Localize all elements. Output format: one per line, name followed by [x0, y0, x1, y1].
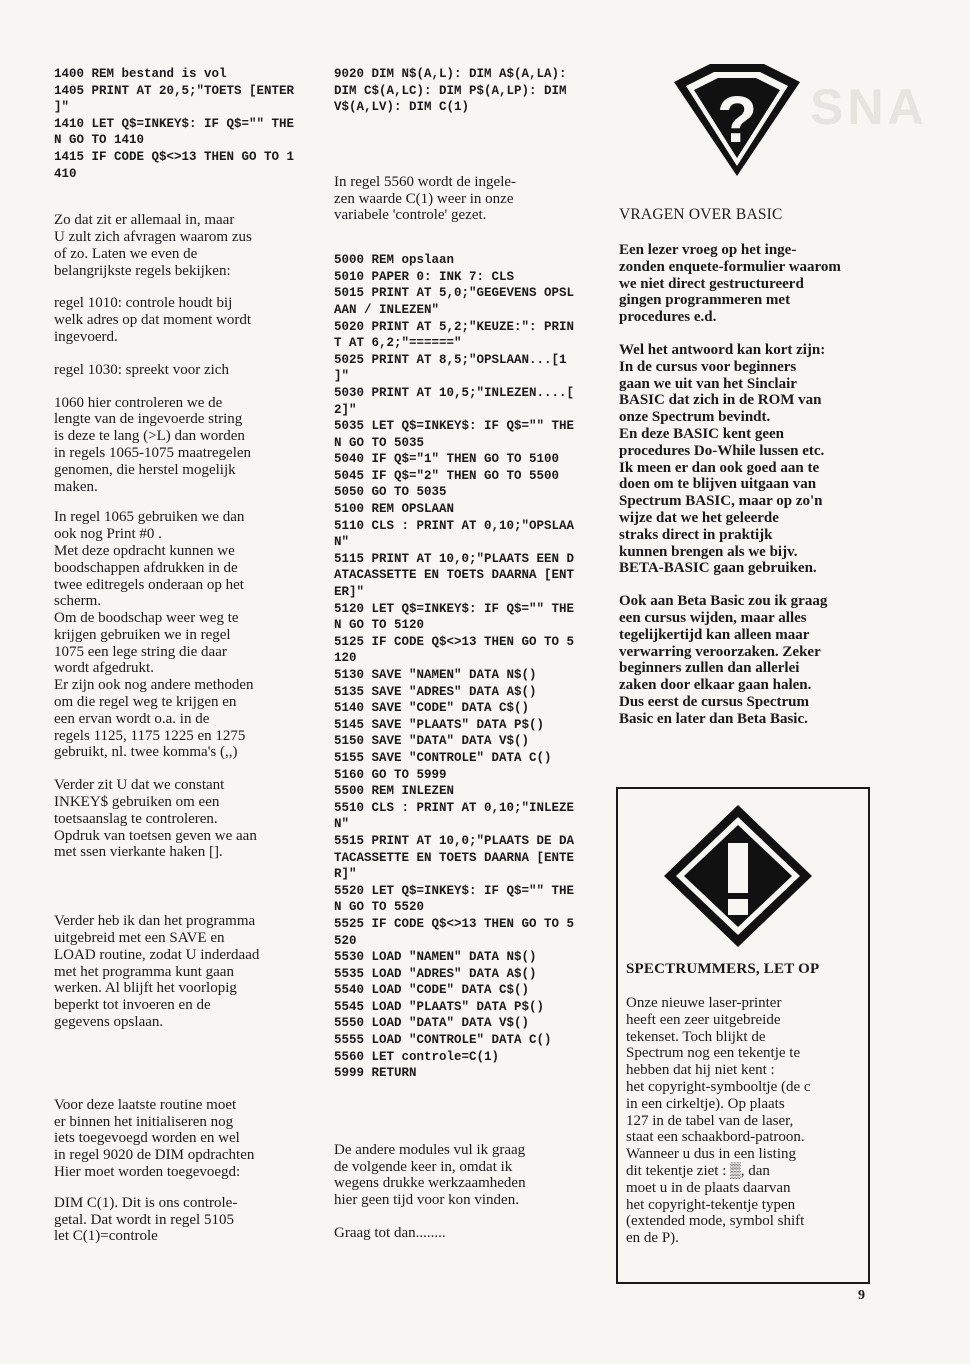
- left-column: [54, 66, 324, 1245]
- paragraph-regel-1030: regel 1030: spreekt voor zich: [54, 361, 229, 378]
- bleed-through-heading: SNA: [810, 79, 928, 135]
- paragraph-antwoord: Wel het antwoord kan kort zijn: In de cursus voor beginners gaan we uit van het Sinclair BASIC dat zich in de ROM van onze Spectrum bevindt. En deze BASIC kent geen procedures Do-While lussen etc. Ik meen er dan ook goed aan te doen om te blijven uitgaan van Spectrum BASIC, maar op zo'n wijze dat we het geleerde straks direct in praktijk kunnen brengen als we bijv. BETA-BASIC gaan gebruiken.: [619, 341, 826, 577]
- question-mark-diamond-icon: [672, 62, 802, 180]
- paragraph-beta-basic: Ook aan Beta Basic zou ik graag een cursus wijden, maar alles tegelijkertijd kan alleen maar verwarring veroorzaken. Zeker beginners zullen dan allerlei zaken door elkaar gaan halen. Dus eerst de cursus Spectrum Basic en later dan Beta Basic.: [619, 593, 828, 727]
- paragraph-inkey: Verder zit U dat we constant INKEY$ gebruiken om een toetsaanslag te controleren. Opdruk van toetsen geven we aan met ssen vierkante haken [].: [54, 777, 257, 861]
- code-listing-9020: 9020 DIM N$(A,L): DIM A$(A,LA): DIM C$(A,LC): DIM P$(A,LP): DIM V$(A,LV): DIM C(1): [334, 67, 567, 115]
- paragraph-initialiseren: Voor deze laatste routine moet er binnen het initialiseren nog iets toegevoegd worden en wel in regel 9020 de DIM opdrachten Hier moet worden toegevoegd:: [54, 1096, 255, 1181]
- paragraph-regel-1065: In regel 1065 gebruiken we dan ook nog Print #0 . Met deze opdracht kunnen we boodschappen afdrukken in de twee editregels onderaan op het scherm. Om de boodschap weer weg te krijgen gebruiken we in regel 1075 een lege string die daar wordt afgedrukt. Er zijn ook nog andere methoden om die regel weg te krijgen en een ervan wordt o.a. in de regels 1125, 1175 1225 en 1275 gebruikt, nl. twee komma's (,,): [54, 509, 254, 761]
- paragraph-lezer-vroeg: Een lezer vroeg op het inge- zonden enquete-formulier waarom we niet direct gestructureerd gingen programmeren met procedures e.d.: [619, 242, 841, 326]
- paragraph-regel-5560: In regel 5560 wordt de ingele- zen waarde C(1) weer in onze variabele 'controle' gezet.: [334, 173, 517, 224]
- code-listing-1400: 1400 REM bestand is vol 1405 PRINT AT 20,5;"TOETS [ENTER ]" 1410 LET Q$=INKEY$: IF Q$="" THE N GO TO 1410 1415 IF CODE Q$<>13 THEN GO TO 1 410: [54, 67, 295, 181]
- notice-text: Onze nieuwe laser-printer heeft een zeer uitgebreide tekenset. Toch blijkt de Spectrum nog een tekentje te hebben dat hij niet kent : het copyright-symbooltje (de c in een cirkeltje). Op plaats 127 in de tabel van de laser, staat een schaakbord-patroon. Wanneer u dus in een listing dit tekentje ziet : ▒, dan moet u in de plaats daarvan het copyright-tekentje typen (extended mode, symbol shift en de P).: [626, 995, 811, 1247]
- exclamation-diamond-icon: [662, 803, 814, 949]
- paragraph-andere-modules: De andere modules vul ik graag de volgende keer in, omdat ik wegens drukke werkzaamheden hier geen tijd voor kon vinden.: [334, 1141, 526, 1209]
- svg-text:?: ?: [716, 82, 758, 156]
- heading-spectrummers-let-op: SPECTRUMMERS, LET OP: [626, 961, 820, 977]
- paragraph-1060: 1060 hier controleren we de lengte van de ingevoerde string is deze te lang (>L) dan worden in regels 1065-1075 maatregelen genomen, die herstel mogelijk maken.: [54, 394, 252, 495]
- right-column: [619, 206, 894, 728]
- heading-vragen-over-basic: VRAGEN OVER BASIC: [619, 206, 783, 223]
- paragraph-graag-tot-dan: Graag tot dan........: [334, 1225, 446, 1242]
- paragraph-intro: Zo dat zit er allemaal in, maar U zult zich afvragen waarom zus of zo. Laten we even de belangrijkste regels bekijken:: [54, 212, 252, 279]
- page-number: 9: [858, 1288, 865, 1303]
- paragraph-save-load: Verder heb ik dan het programma uitgebreid met een SAVE en LOAD routine, zodat U inderdaad met het programma kunt gaan werken. Al blijft het voorlopig beperkt tot invoeren en de gegevens opslaan.: [54, 913, 260, 1031]
- paragraph-regel-1010: regel 1010: controle houdt bij welk adres op dat moment wordt ingevoerd.: [54, 295, 252, 345]
- middle-column: [334, 66, 604, 1242]
- paragraph-dim-c: DIM C(1). Dit is ons controle- getal. Dat wordt in regel 5105 let C(1)=controle: [54, 1194, 238, 1245]
- spectrummers-notice-box: [616, 787, 870, 1284]
- code-listing-5000: 5000 REM opslaan 5010 PAPER 0: INK 7: CLS 5015 PRINT AT 5,0;"GEGEVENS OPSL AAN / INLEZEN" 5020 PRINT AT 5,2;"KEUZE:": PRIN T AT 6,2;"======" 5025 PRINT AT 8,5;"OPSLAAN...[1 ]" 5030 PRINT AT 10,5;"INLEZEN....[ 2]" 5035 LET Q$=INKEY$: IF Q$="" THE N GO TO 5035 5040 IF Q$="1" THEN GO TO 5100 5045 IF Q$="2" THEN GO TO 5500 5050 GO TO 5035 5100 REM OPSLAAN 5110 CLS : PRINT AT 0,10;"OPSLAA N" 5115 PRINT AT 10,0;"PLAATS EEN D ATACASSETTE EN TOETS DAARNA [ENT ER]" 5120 LET Q$=INKEY$: IF Q$="" THE N GO TO 5120 5125 IF CODE Q$<>13 THEN GO TO 5 120 5130 SAVE "NAMEN" DATA N$() 5135 SAVE "ADRES" DATA A$() 5140 SAVE "CODE" DATA C$() 5145 SAVE "PLAATS" DATA P$() 5150 SAVE "DATA" DATA V$() 5155 SAVE "CONTROLE" DATA C() 5160 GO TO 5999 5500 REM INLEZEN 5510 CLS : PRINT AT 0,10;"INLEZE N" 5515 PRINT AT 10,0;"PLAATS DE DA TACASSETTE EN TOETS DAARNA [ENTE R]" 5520 LET Q$=INKEY$: IF Q$="" THE N GO TO 5520 5525 IF CODE Q$<>13 THEN GO TO 5 520 5530 LOAD "NAMEN" DATA N$() 5535 LOAD "ADRES" DATA A$() 5540 LOAD "CODE" DATA C$() 5545 LOAD "PLAATS" DATA P$() 5550 LOAD "DATA" DATA V$() 5555 LOAD "CONTROLE" DATA C() 5560 LET controle=C(1) 5999 RETURN: [334, 253, 575, 1081]
